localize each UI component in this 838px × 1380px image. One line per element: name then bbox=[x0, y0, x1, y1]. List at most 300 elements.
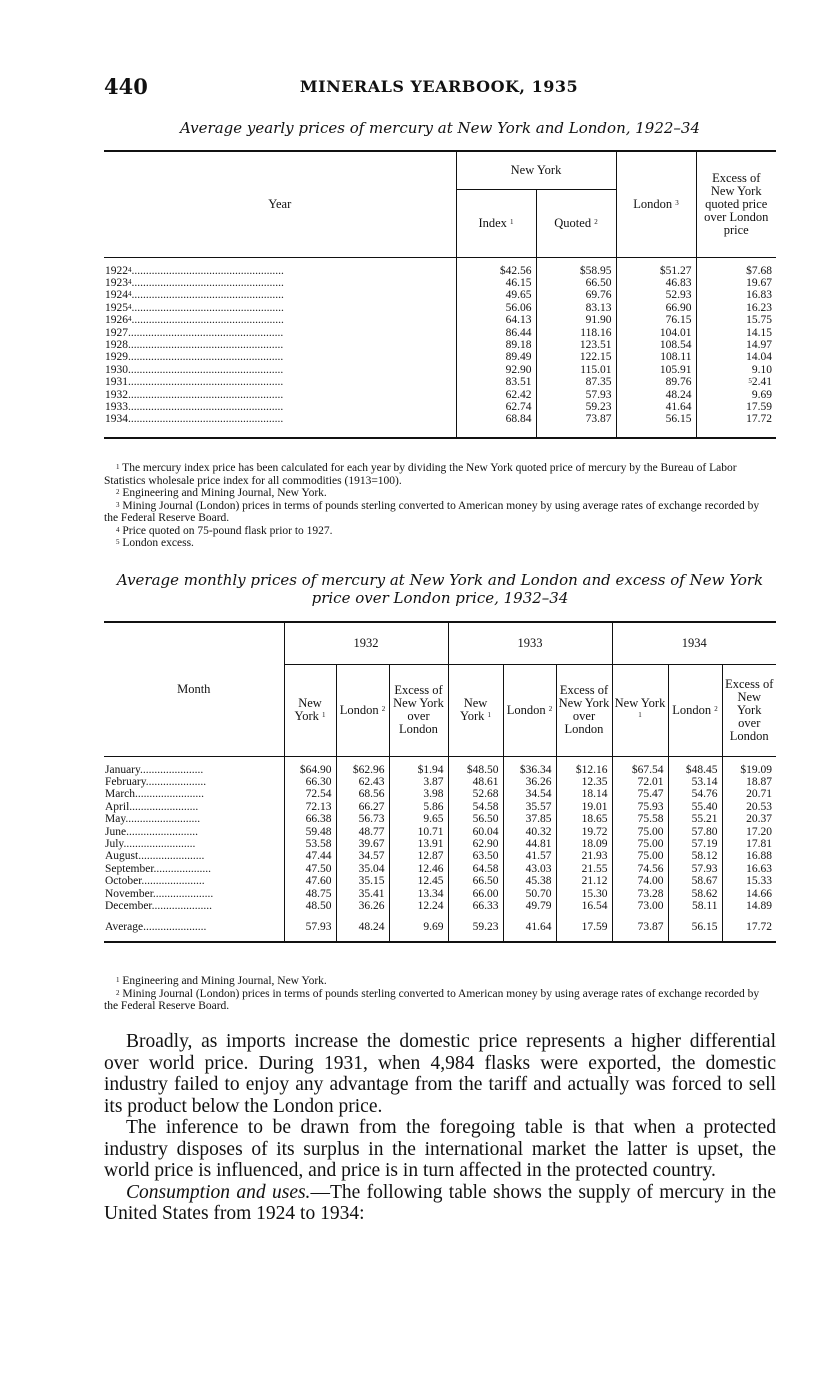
excess-value: 14.15 bbox=[746, 326, 772, 339]
leader-dots: ........................ bbox=[129, 800, 199, 813]
excess-cell bbox=[696, 289, 776, 301]
month-row bbox=[104, 788, 776, 800]
body-text bbox=[104, 1031, 776, 1225]
price-cell: 59.48 bbox=[284, 826, 336, 838]
price-cell: 72.01 bbox=[612, 776, 668, 788]
index-cell: 56.06 bbox=[456, 302, 536, 314]
month-value: January bbox=[105, 763, 141, 776]
year-row bbox=[104, 314, 776, 326]
month-label bbox=[104, 875, 284, 887]
footnote-text: Mining Journal (London) prices in terms of pounds sterling converted to American money by using average rates of exchange recorded by the Federal Reserve Board. bbox=[104, 987, 760, 1012]
leader-dots: ..................... bbox=[151, 900, 212, 913]
excess-value: 16.23 bbox=[746, 301, 772, 314]
footnote-text: Engineering and Mining Journal, New York. bbox=[122, 975, 327, 987]
price-cell: 66.27 bbox=[336, 801, 389, 813]
price-cell: 55.40 bbox=[668, 801, 722, 813]
index-cell: 89.49 bbox=[456, 351, 536, 363]
month-value: June bbox=[105, 825, 127, 838]
price-cell: 13.34 bbox=[389, 888, 448, 900]
month-label bbox=[104, 788, 284, 800]
price-cell: 58.12 bbox=[668, 850, 722, 862]
price-cell: 21.93 bbox=[556, 850, 612, 862]
excess-value: 17.59 bbox=[746, 401, 772, 414]
year-1932-header: 1932 bbox=[284, 622, 448, 664]
footnote bbox=[104, 975, 776, 988]
footnote-text: Mining Journal (London) prices in terms of pounds sterling converted to American money by using average rates of exchange recorded by the Federal Reserve Board. bbox=[104, 499, 760, 524]
london-cell: 56.15 bbox=[616, 413, 696, 425]
year-row bbox=[104, 327, 776, 339]
excess-column-header: Excess of New York quoted price over London price bbox=[696, 151, 776, 257]
quoted-cell: 91.90 bbox=[536, 314, 616, 326]
month-value: October bbox=[105, 875, 142, 888]
price-cell: 43.03 bbox=[503, 863, 556, 875]
year-value: 1926 bbox=[105, 314, 128, 327]
month-value: Average bbox=[105, 920, 144, 933]
month-row bbox=[104, 838, 776, 850]
price-cell: 52.68 bbox=[448, 788, 503, 800]
price-cell: 73.87 bbox=[612, 912, 668, 942]
year-1934-header: 1934 bbox=[612, 622, 776, 664]
price-cell: 18.65 bbox=[556, 813, 612, 825]
year-row bbox=[104, 302, 776, 314]
price-cell: 48.50 bbox=[284, 900, 336, 912]
year-label bbox=[104, 376, 456, 388]
year-label bbox=[104, 289, 456, 301]
year-row bbox=[104, 401, 776, 413]
price-cell: 54.58 bbox=[448, 801, 503, 813]
year-label bbox=[104, 413, 456, 425]
paragraph-1: Broadly, as imports increase the domestic price represents a higher differential over world price. During 1931, when 4,984 flasks were exported, the domestic industry failed to enjoy any advantage from the tariff and actually was forced to sell its product below the London price. bbox=[104, 1031, 776, 1117]
year-footnote-mark: 4 bbox=[128, 302, 132, 311]
month-row bbox=[104, 801, 776, 813]
year-value: 1928 bbox=[105, 339, 128, 352]
footnote bbox=[104, 988, 776, 1013]
price-cell: 16.63 bbox=[722, 863, 776, 875]
london-cell: 66.90 bbox=[616, 302, 696, 314]
price-cell: 10.71 bbox=[389, 826, 448, 838]
index-cell: 83.51 bbox=[456, 376, 536, 388]
year-row bbox=[104, 364, 776, 376]
excess-value: 2.41 bbox=[751, 376, 772, 389]
month-label bbox=[104, 813, 284, 825]
price-cell: 12.46 bbox=[389, 863, 448, 875]
price-cell: 75.58 bbox=[612, 813, 668, 825]
price-cell: 68.56 bbox=[336, 788, 389, 800]
price-cell: 35.15 bbox=[336, 875, 389, 887]
price-cell: 39.67 bbox=[336, 838, 389, 850]
excess-value: 9.69 bbox=[751, 388, 772, 401]
footnote-mark: 1 bbox=[116, 463, 120, 471]
price-cell: 72.54 bbox=[284, 788, 336, 800]
quoted-cell: 73.87 bbox=[536, 413, 616, 425]
excess-value: 15.75 bbox=[746, 314, 772, 327]
month-label bbox=[104, 900, 284, 912]
price-cell: 21.55 bbox=[556, 863, 612, 875]
excess-value: $7.68 bbox=[746, 264, 772, 277]
footnote bbox=[104, 462, 776, 487]
price-cell: 54.76 bbox=[668, 788, 722, 800]
excess-value: 16.83 bbox=[746, 289, 772, 302]
price-cell: 17.20 bbox=[722, 826, 776, 838]
price-cell: 74.00 bbox=[612, 875, 668, 887]
price-cell: 3.98 bbox=[389, 788, 448, 800]
price-cell: 64.58 bbox=[448, 863, 503, 875]
excess-value: 9.10 bbox=[751, 363, 772, 376]
leader-dots: ........................ bbox=[135, 788, 205, 801]
price-cell: 18.87 bbox=[722, 776, 776, 788]
excess-cell bbox=[696, 257, 776, 277]
excess-cell bbox=[696, 277, 776, 289]
year-label bbox=[104, 277, 456, 289]
month-label bbox=[104, 888, 284, 900]
price-cell: 14.89 bbox=[722, 900, 776, 912]
price-cell: 5.86 bbox=[389, 801, 448, 813]
leader-dots: ...................................................... bbox=[128, 401, 284, 414]
page-number: 440 bbox=[104, 74, 148, 99]
leader-dots: ...................... bbox=[143, 920, 207, 933]
price-cell: 73.00 bbox=[612, 900, 668, 912]
month-row bbox=[104, 900, 776, 912]
price-cell: 36.26 bbox=[503, 776, 556, 788]
month-value: July bbox=[105, 838, 124, 851]
excess-value: 14.97 bbox=[746, 339, 772, 352]
price-cell: 56.73 bbox=[336, 813, 389, 825]
london-cell: 105.91 bbox=[616, 364, 696, 376]
footnote-text: London excess. bbox=[122, 537, 194, 549]
year-value: 1931 bbox=[105, 376, 128, 389]
quoted-cell: 123.51 bbox=[536, 339, 616, 351]
price-cell: 63.50 bbox=[448, 850, 503, 862]
page-header bbox=[104, 74, 774, 102]
footnote-text: Price quoted on 75-pound flask prior to 1927. bbox=[122, 524, 333, 537]
month-label bbox=[104, 801, 284, 813]
year-column-header: Year bbox=[104, 151, 456, 257]
price-cell: 47.44 bbox=[284, 850, 336, 862]
yearly-prices-body bbox=[104, 257, 776, 438]
price-cell: 74.56 bbox=[612, 863, 668, 875]
table2-caption-line1: Average monthly prices of mercury at New York and London and excess of New York bbox=[116, 571, 764, 589]
price-cell: 15.30 bbox=[556, 888, 612, 900]
paragraph-3-text: —The following table shows the supply of mercury in the United States from 1924 to 1934: bbox=[104, 1181, 776, 1224]
monthly-prices-table bbox=[104, 621, 776, 943]
footnote-mark: 4 bbox=[116, 525, 120, 534]
price-cell: 21.12 bbox=[556, 875, 612, 887]
price-cell: 20.37 bbox=[722, 813, 776, 825]
month-row bbox=[104, 813, 776, 825]
table-bottom-spacer bbox=[104, 426, 776, 438]
month-value: March bbox=[105, 788, 136, 801]
price-cell: 17.72 bbox=[722, 912, 776, 942]
month-label bbox=[104, 912, 284, 942]
price-cell: 3.87 bbox=[389, 776, 448, 788]
year-label bbox=[104, 339, 456, 351]
price-cell: 72.13 bbox=[284, 801, 336, 813]
year-footnote-mark: 4 bbox=[128, 315, 132, 324]
price-cell: 19.72 bbox=[556, 826, 612, 838]
price-cell: 66.30 bbox=[284, 776, 336, 788]
quoted-cell: 118.16 bbox=[536, 327, 616, 339]
month-value: April bbox=[105, 800, 130, 813]
leader-dots: ..................... bbox=[152, 887, 214, 900]
excess-cell bbox=[696, 413, 776, 425]
price-cell: 35.04 bbox=[336, 863, 389, 875]
month-value: February bbox=[105, 776, 146, 788]
year-label bbox=[104, 302, 456, 314]
price-cell: 48.77 bbox=[336, 826, 389, 838]
excess-cell bbox=[696, 401, 776, 413]
leader-dots: ..................................................... bbox=[131, 277, 284, 289]
new-york-subheader: New York $^1$ bbox=[284, 664, 336, 756]
section-heading-inline: Consumption and uses. bbox=[126, 1181, 311, 1203]
table2-caption bbox=[104, 571, 776, 607]
year-label bbox=[104, 314, 456, 326]
year-row bbox=[104, 257, 776, 277]
leader-dots: .................... bbox=[153, 862, 212, 875]
new-york-subheader: New York $^1$ bbox=[448, 664, 503, 756]
index-column-header: Index $^1$ bbox=[456, 189, 536, 257]
index-cell: 46.15 bbox=[456, 277, 536, 289]
footnote bbox=[104, 487, 776, 500]
price-cell: 19.01 bbox=[556, 801, 612, 813]
price-cell: 57.19 bbox=[668, 838, 722, 850]
price-cell: 58.67 bbox=[668, 875, 722, 887]
year-value: 1922 bbox=[105, 264, 128, 277]
price-cell: 13.91 bbox=[389, 838, 448, 850]
leader-dots: ....................... bbox=[138, 850, 205, 863]
excess-subheader: Excess of New York over London bbox=[556, 664, 612, 756]
london-column-header: London $^3$ bbox=[616, 151, 696, 257]
price-cell: 56.15 bbox=[668, 912, 722, 942]
index-cell: 62.42 bbox=[456, 389, 536, 401]
footnote bbox=[104, 537, 776, 550]
excess-cell bbox=[696, 339, 776, 351]
leader-dots: ..................................................... bbox=[131, 289, 284, 302]
price-cell: 9.65 bbox=[389, 813, 448, 825]
london-cell: 89.76 bbox=[616, 376, 696, 388]
leader-dots: ......................... bbox=[126, 825, 198, 838]
excess-cell bbox=[696, 314, 776, 326]
price-cell: $67.54 bbox=[612, 756, 668, 776]
price-cell: 58.62 bbox=[668, 888, 722, 900]
price-cell: 47.60 bbox=[284, 875, 336, 887]
leader-dots: ...................................................... bbox=[128, 351, 284, 364]
price-cell: 41.57 bbox=[503, 850, 556, 862]
price-cell: $64.90 bbox=[284, 756, 336, 776]
price-cell: 12.87 bbox=[389, 850, 448, 862]
year-label bbox=[104, 401, 456, 413]
price-cell: 37.85 bbox=[503, 813, 556, 825]
price-cell: 16.54 bbox=[556, 900, 612, 912]
quoted-cell: 122.15 bbox=[536, 351, 616, 363]
price-cell: 75.00 bbox=[612, 850, 668, 862]
quoted-cell: 115.01 bbox=[536, 364, 616, 376]
london-subheader: London $^2$ bbox=[668, 664, 722, 756]
price-cell: 60.04 bbox=[448, 826, 503, 838]
london-cell: $51.27 bbox=[616, 257, 696, 277]
price-cell: 17.81 bbox=[722, 838, 776, 850]
excess-cell bbox=[696, 389, 776, 401]
price-cell: $19.09 bbox=[722, 756, 776, 776]
year-footnote-mark: 4 bbox=[128, 278, 132, 286]
price-cell: 66.38 bbox=[284, 813, 336, 825]
year-label bbox=[104, 327, 456, 339]
year-value: 1929 bbox=[105, 351, 128, 364]
footnote-text: The mercury index price has been calculated for each year by dividing the New York quoted price of mercury by the Bureau of Labor Statistics wholesale price index for all commodities (1913=100). bbox=[104, 462, 737, 487]
london-cell: 52.93 bbox=[616, 289, 696, 301]
leader-dots: ...................................................... bbox=[128, 326, 284, 339]
price-cell: 18.14 bbox=[556, 788, 612, 800]
excess-subheader: Excess of New York over London bbox=[389, 664, 448, 756]
excess-value: 17.72 bbox=[746, 413, 772, 426]
price-cell: 40.32 bbox=[503, 826, 556, 838]
price-cell: 48.24 bbox=[336, 912, 389, 942]
year-1933-header: 1933 bbox=[448, 622, 612, 664]
table1-caption: Average yearly prices of mercury at New York and London, 1922–34 bbox=[179, 119, 701, 137]
price-cell: $1.94 bbox=[389, 756, 448, 776]
price-cell: 12.35 bbox=[556, 776, 612, 788]
price-cell: 59.23 bbox=[448, 912, 503, 942]
price-cell: 66.33 bbox=[448, 900, 503, 912]
leader-dots: ...................................................... bbox=[128, 363, 284, 376]
month-label bbox=[104, 838, 284, 850]
month-row bbox=[104, 826, 776, 838]
month-value: December bbox=[105, 900, 152, 913]
price-cell: 44.81 bbox=[503, 838, 556, 850]
price-cell: 75.47 bbox=[612, 788, 668, 800]
footnote bbox=[104, 525, 776, 538]
quoted-cell: $58.95 bbox=[536, 257, 616, 277]
month-row bbox=[104, 850, 776, 862]
leader-dots: ..................... bbox=[145, 776, 207, 788]
month-column-header: Month bbox=[104, 622, 284, 756]
price-cell: 18.09 bbox=[556, 838, 612, 850]
price-cell: 45.38 bbox=[503, 875, 556, 887]
new-york-subheader: New York $^1$ bbox=[612, 664, 668, 756]
monthly-prices-body bbox=[104, 756, 776, 942]
price-cell: 57.93 bbox=[284, 912, 336, 942]
excess-cell bbox=[696, 376, 776, 388]
london-subheader: London $^2$ bbox=[503, 664, 556, 756]
price-cell: 50.70 bbox=[503, 888, 556, 900]
price-cell: 20.53 bbox=[722, 801, 776, 813]
london-cell: 48.24 bbox=[616, 389, 696, 401]
price-cell: 20.71 bbox=[722, 788, 776, 800]
month-value: November bbox=[105, 887, 153, 900]
price-cell: 58.11 bbox=[668, 900, 722, 912]
excess-cell bbox=[696, 302, 776, 314]
yearly-prices-table bbox=[104, 150, 776, 439]
price-cell: 57.93 bbox=[668, 863, 722, 875]
year-value: 1930 bbox=[105, 363, 128, 376]
footnote-mark: 2 bbox=[116, 988, 120, 997]
month-value: May bbox=[105, 813, 126, 826]
month-label bbox=[104, 776, 284, 788]
year-row bbox=[104, 413, 776, 425]
london-cell: 76.15 bbox=[616, 314, 696, 326]
excess-cell bbox=[696, 364, 776, 376]
london-cell: 46.83 bbox=[616, 277, 696, 289]
index-cell: 68.84 bbox=[456, 413, 536, 425]
price-cell: 75.00 bbox=[612, 838, 668, 850]
quoted-column-header: Quoted $^2$ bbox=[536, 189, 616, 257]
leader-dots: ...................................................... bbox=[128, 376, 284, 389]
leader-dots: ...................................................... bbox=[128, 339, 284, 352]
leader-dots: ...................................................... bbox=[128, 388, 284, 401]
leader-dots: ...................... bbox=[140, 763, 204, 776]
index-cell: $42.56 bbox=[456, 257, 536, 277]
year-row bbox=[104, 339, 776, 351]
year-row bbox=[104, 277, 776, 289]
year-label bbox=[104, 257, 456, 277]
year-row bbox=[104, 289, 776, 301]
price-cell: $48.50 bbox=[448, 756, 503, 776]
excess-cell bbox=[696, 351, 776, 363]
year-value: 1925 bbox=[105, 301, 128, 314]
price-cell: 35.57 bbox=[503, 801, 556, 813]
quoted-cell: 87.35 bbox=[536, 376, 616, 388]
excess-value: 19.67 bbox=[746, 277, 772, 289]
year-row bbox=[104, 351, 776, 363]
leader-dots: ......................... bbox=[123, 838, 196, 851]
year-label bbox=[104, 389, 456, 401]
leader-dots: .......................... bbox=[125, 813, 201, 826]
price-cell: 55.21 bbox=[668, 813, 722, 825]
excess-value: 14.04 bbox=[746, 351, 772, 364]
price-cell: 48.75 bbox=[284, 888, 336, 900]
footnote-mark: 1 bbox=[116, 976, 120, 984]
year-footnote-mark: 4 bbox=[128, 265, 132, 274]
price-cell: 17.59 bbox=[556, 912, 612, 942]
price-cell: 75.00 bbox=[612, 826, 668, 838]
price-cell: 48.61 bbox=[448, 776, 503, 788]
price-cell: $36.34 bbox=[503, 756, 556, 776]
footnote-mark: 3 bbox=[116, 500, 120, 509]
month-row bbox=[104, 888, 776, 900]
year-row bbox=[104, 376, 776, 388]
year-value: 1933 bbox=[105, 401, 128, 414]
price-cell: 9.69 bbox=[389, 912, 448, 942]
year-row bbox=[104, 389, 776, 401]
leader-dots: ..................................................... bbox=[131, 264, 284, 277]
excess-cell bbox=[696, 327, 776, 339]
price-cell: 35.41 bbox=[336, 888, 389, 900]
price-cell: 15.33 bbox=[722, 875, 776, 887]
price-cell: 66.00 bbox=[448, 888, 503, 900]
year-label bbox=[104, 351, 456, 363]
quoted-cell: 66.50 bbox=[536, 277, 616, 289]
price-cell: 14.66 bbox=[722, 888, 776, 900]
price-cell: 41.64 bbox=[503, 912, 556, 942]
index-cell: 89.18 bbox=[456, 339, 536, 351]
london-cell: 41.64 bbox=[616, 401, 696, 413]
price-cell: 62.43 bbox=[336, 776, 389, 788]
price-cell: 36.26 bbox=[336, 900, 389, 912]
quoted-cell: 59.23 bbox=[536, 401, 616, 413]
price-cell: 75.93 bbox=[612, 801, 668, 813]
price-cell: 73.28 bbox=[612, 888, 668, 900]
quoted-cell: 83.13 bbox=[536, 302, 616, 314]
price-cell: 47.50 bbox=[284, 863, 336, 875]
london-cell: 108.11 bbox=[616, 351, 696, 363]
price-cell: 62.90 bbox=[448, 838, 503, 850]
year-value: 1923 bbox=[105, 277, 128, 289]
leader-dots: ..................................................... bbox=[131, 314, 284, 327]
table2-caption-line2: price over London price, 1932–34 bbox=[311, 589, 569, 607]
index-cell: 64.13 bbox=[456, 314, 536, 326]
leader-dots: ..................................................... bbox=[131, 301, 284, 314]
price-cell: 12.24 bbox=[389, 900, 448, 912]
leader-dots: ...................................................... bbox=[128, 413, 284, 426]
